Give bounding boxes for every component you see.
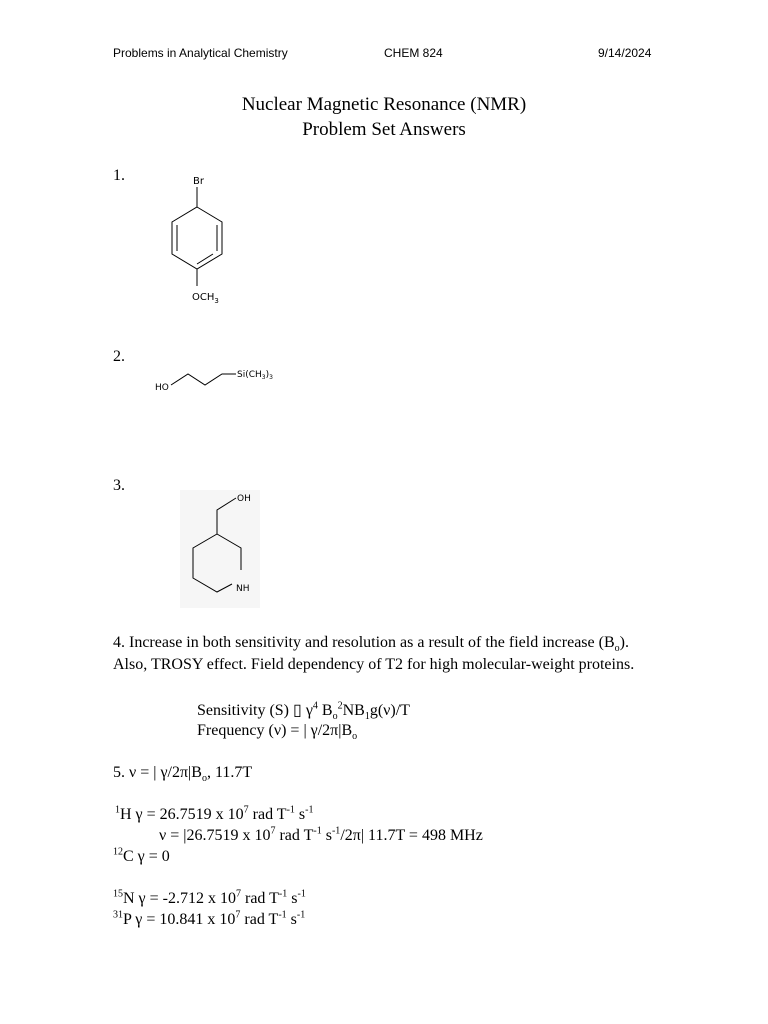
phosphorus-gamma: $^{31}$P γ = 10.841 x $10^7$ rad $T^{-1}$ $s^{-1}$ bbox=[113, 909, 306, 928]
frequency-equation: Frequency (ν) = | $\gamma/2\pi|B_o$ bbox=[197, 722, 358, 743]
si-label: $Si(CH_3)_3$ bbox=[237, 370, 273, 381]
nitrogen-gamma: $^{15}$N γ = -2.712 x $10^7$ rad $T^{-1}$ $s^{-1}$ bbox=[113, 888, 306, 907]
hydrogen-gamma: $^1$H γ = 26.7519 x $10^7$ rad $T^{-1}$ $s^{-1}$ bbox=[115, 804, 314, 823]
benzene-ring bbox=[172, 207, 222, 269]
och3-label: $OCH_3$ bbox=[192, 292, 219, 305]
header-date: 9/14/2024 bbox=[598, 46, 652, 60]
problem-1-number: 1. bbox=[113, 167, 125, 184]
br-label: Br bbox=[193, 176, 204, 187]
structure-piperidine-methanol bbox=[180, 490, 260, 608]
header-course-name: Problems in Analytical Chemistry bbox=[113, 46, 288, 60]
page-title: Nuclear Magnetic Resonance (NMR) bbox=[241, 94, 527, 115]
structure-silyl-ethanol bbox=[150, 362, 290, 398]
problem-4-text: 4. Increase in both sensitivity and resolution as a result of the field increase $(B_o)$. Also, TROSY effect. Field dependency of T2 for high molecular-weight proteins. bbox=[113, 634, 635, 673]
problem-3-number: 3. bbox=[113, 477, 125, 494]
ho-label: HO bbox=[155, 383, 169, 393]
sensitivity-equation: Sensitivity (S) ▯ $\gamma^4$ $B_o^2NB_1g(\nu)/T$ bbox=[197, 700, 410, 723]
oh-label: OH bbox=[237, 494, 251, 504]
page-subtitle: Problem Set Answers bbox=[302, 119, 466, 140]
hydrogen-frequency: ν = |26.7519 x $10^7$ rad $T^{-1}$ $s^{-1}/2\pi|$ 11.7T = 498 MHz bbox=[159, 825, 483, 844]
header-course-code: CHEM 824 bbox=[384, 46, 443, 60]
problem-5-intro: 5. ν = | $\gamma/2\pi|B_o$, 11.7T bbox=[113, 764, 253, 785]
structure-4-bromoanisole bbox=[160, 170, 240, 310]
carbon-gamma: $^{12}$C γ = 0 bbox=[113, 846, 170, 865]
problem-2-number: 2. bbox=[113, 348, 125, 365]
nh-label: NH bbox=[236, 584, 250, 594]
